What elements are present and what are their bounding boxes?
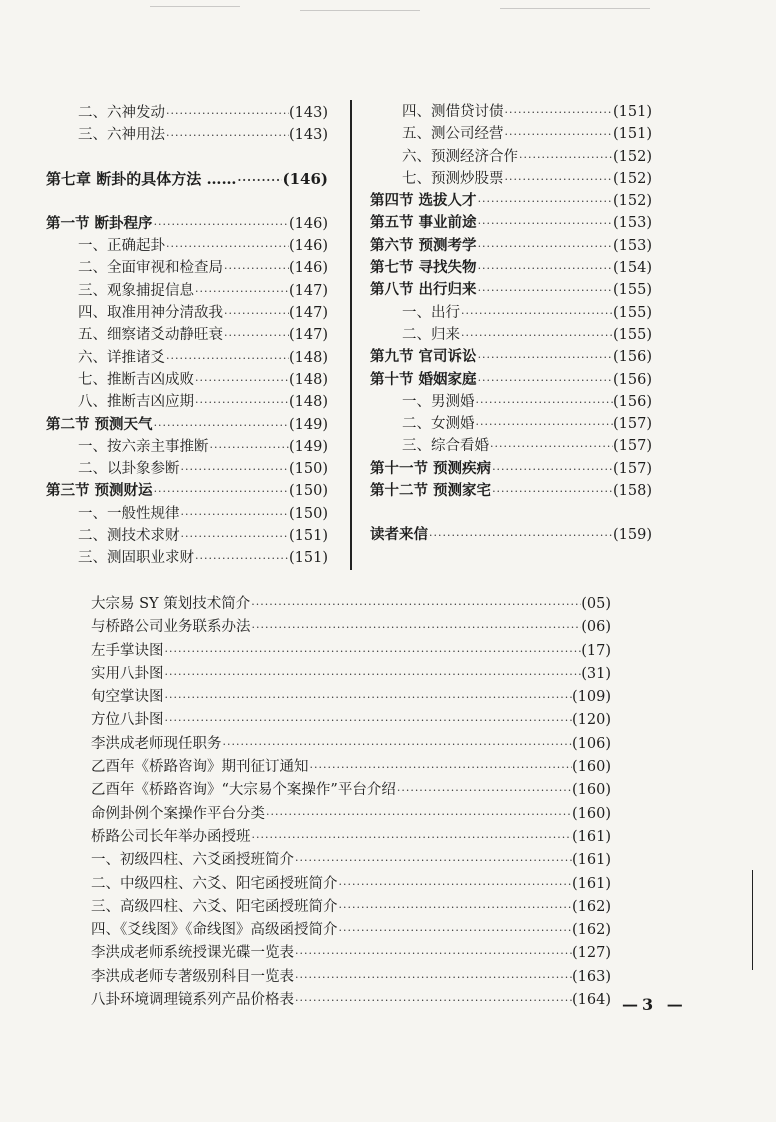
toc-section	[370, 211, 652, 233]
toc-chapter	[46, 168, 328, 190]
leader-dots	[265, 808, 572, 821]
toc-page-ref: (155)	[613, 326, 652, 343]
toc-item	[46, 546, 328, 568]
leader-dots	[428, 529, 613, 542]
toc-section	[370, 189, 652, 211]
toc-item	[46, 256, 328, 278]
leader-dots	[165, 107, 289, 120]
leader-dots	[460, 307, 613, 320]
toc-item	[46, 368, 328, 390]
toc-item	[46, 346, 328, 368]
toc-item	[91, 872, 611, 895]
toc-item	[46, 279, 328, 301]
toc-entry-title: 第一节 断卦程序	[46, 214, 153, 232]
toc-entry-title: 乙酉年《桥路咨询》期刊征订通知	[91, 759, 309, 776]
toc-entry-title: 李洪成老师系统授课光碟一览表	[91, 945, 294, 962]
leader-dots	[477, 217, 613, 230]
leader-dots	[504, 128, 614, 141]
toc-item	[91, 778, 611, 801]
toc-entry-title: 左手掌诀图	[91, 642, 164, 659]
appendix-list	[91, 592, 611, 1011]
leader-dots	[518, 151, 613, 164]
toc-entry-title: 第二节 预测天气	[46, 415, 153, 433]
toc-entry-title: 四、测借贷讨债	[402, 104, 504, 120]
toc-item	[46, 390, 328, 412]
margin-line	[752, 870, 753, 970]
toc-entry-title: 一、一般性规律	[78, 505, 180, 522]
toc-entry-title: 第十二节 预测家宅	[370, 482, 492, 500]
spacer	[46, 190, 328, 212]
toc-item	[91, 732, 611, 755]
toc-entry-title: 四、《爻线图》《命线图》高级函授简介	[91, 922, 338, 939]
leader-dots	[251, 621, 582, 634]
toc-entry-title: 一、按六亲主事推断	[78, 438, 209, 455]
toc-page-ref: (156)	[613, 349, 652, 366]
toc-item	[91, 662, 611, 685]
toc-entry-title: 六、预测经济合作	[402, 148, 518, 165]
leader-dots	[250, 598, 581, 611]
toc-page-ref: (152)	[613, 193, 652, 210]
toc-item	[46, 502, 328, 524]
leader-dots	[209, 441, 290, 454]
toc-entry-title: 五、细察诸爻动静旺衰	[78, 327, 223, 344]
toc-section	[46, 413, 328, 435]
leader-dots	[165, 240, 289, 253]
toc-section	[370, 256, 652, 278]
toc-item	[370, 301, 652, 323]
toc-entry-title: 一、正确起卦	[78, 238, 165, 255]
leader-dots	[251, 831, 573, 844]
toc-page-ref: (148)	[289, 371, 328, 388]
toc-page-ref: (161)	[572, 828, 611, 845]
toc-entry-title: 三、六神用法	[78, 127, 165, 144]
leader-dots	[164, 691, 573, 704]
spacer	[46, 146, 328, 168]
toc-page-ref: (157)	[613, 438, 652, 455]
toc-entry-title: 第六节 预测考学	[370, 236, 477, 254]
column-divider	[350, 100, 352, 570]
toc-page-ref: (106)	[572, 735, 611, 752]
leader-dots	[223, 262, 289, 275]
toc-page-ref: (151)	[289, 528, 328, 545]
toc-page-ref: (146)	[289, 215, 328, 232]
toc-entry-title: 七、预测炒股票	[402, 170, 504, 187]
leader-dots	[180, 508, 290, 521]
toc-entry-title: 第八节 出行归来	[370, 281, 477, 299]
leader-dots	[477, 240, 613, 253]
leader-dots	[491, 485, 613, 498]
leader-dots	[194, 552, 289, 565]
toc-page-ref: (06)	[581, 619, 611, 636]
toc-item	[370, 122, 652, 144]
toc-entry-title: 二、女测婚	[402, 416, 475, 433]
toc-section	[370, 479, 652, 501]
leader-dots	[294, 994, 572, 1007]
scan-artifact	[300, 10, 420, 11]
leader-dots	[164, 645, 582, 658]
toc-item	[91, 941, 611, 964]
toc-page-ref: (150)	[289, 461, 328, 478]
toc-page-ref: (154)	[613, 260, 652, 277]
toc-page-ref: (161)	[572, 852, 611, 869]
toc-entry-title: 五、测公司经营	[402, 126, 504, 143]
toc-item	[91, 708, 611, 731]
toc-entry-title: 三、观象捕捉信息	[78, 282, 194, 299]
toc-item	[91, 592, 611, 615]
leader-dots	[477, 351, 613, 364]
leader-dots	[223, 329, 289, 342]
leader-dots	[489, 440, 613, 453]
toc-entry-title: 李洪成老师现任职务	[91, 735, 222, 752]
leader-dots	[477, 195, 613, 208]
toc-entry-title: 一、初级四柱、六爻函授班简介	[91, 852, 294, 869]
toc-entry-title: 二、中级四柱、六爻、阳宅函授班简介	[91, 875, 338, 892]
toc-page-ref: (31)	[581, 665, 611, 682]
toc-page-ref: (160)	[572, 782, 611, 799]
leader-dots	[164, 668, 582, 681]
leader-dots	[165, 352, 289, 365]
toc-entry-title: 旬空掌诀图	[91, 689, 164, 706]
leader-dots	[504, 173, 614, 186]
toc-page-ref: (147)	[289, 327, 328, 344]
leader-dots	[236, 174, 282, 187]
leader-dots	[153, 485, 289, 498]
leader-dots	[294, 854, 572, 867]
leader-dots	[180, 463, 290, 476]
toc-entry-title: 实用八卦图	[91, 665, 164, 682]
toc-page-ref: (120)	[572, 712, 611, 729]
toc-page-ref: (153)	[613, 237, 652, 254]
spacer	[370, 501, 652, 523]
leader-dots	[460, 329, 613, 342]
toc-entry-title: 第三节 预测财运	[46, 482, 153, 500]
toc-page-ref: (147)	[289, 305, 328, 322]
toc-entry-title: 读者来信	[370, 526, 428, 544]
toc-left-column	[46, 101, 328, 569]
toc-page-ref: (155)	[613, 282, 652, 299]
toc-entry-title: 第十节 婚姻家庭	[370, 370, 477, 388]
toc-right-column	[370, 100, 652, 546]
toc-page-ref: (156)	[613, 371, 652, 388]
scan-artifact	[150, 6, 240, 7]
leader-dots	[475, 418, 614, 431]
toc-item	[91, 895, 611, 918]
toc-page-ref: (109)	[572, 689, 611, 706]
leader-dots	[477, 262, 613, 275]
toc-entry-title: 乙酉年《桥路咨询》“大宗易个案操作”平台介绍	[91, 782, 396, 799]
toc-page-ref: (17)	[581, 642, 611, 659]
toc-entry-title: 三、高级四柱、六爻、阳宅函授班简介	[91, 898, 338, 915]
toc-section	[46, 479, 328, 501]
toc-entry-title: 方位八卦图	[91, 712, 164, 729]
toc-page-ref: (150)	[289, 483, 328, 500]
page-number: —3 —	[622, 995, 687, 1014]
toc-item	[46, 435, 328, 457]
leader-dots	[194, 396, 289, 409]
toc-item	[370, 412, 652, 434]
toc-item	[91, 755, 611, 778]
toc-entry-title: 第九节 官司诉讼	[370, 348, 477, 366]
leader-dots	[491, 463, 613, 476]
toc-item	[91, 639, 611, 662]
toc-item	[46, 457, 328, 479]
toc-entry-title: 第七节 寻找失物	[370, 259, 477, 277]
toc-section	[370, 457, 652, 479]
toc-item	[91, 802, 611, 825]
toc-item	[91, 965, 611, 988]
toc-entry-title: 八、推断吉凶应期	[78, 394, 194, 411]
toc-item	[370, 145, 652, 167]
toc-item	[46, 323, 328, 345]
toc-item	[370, 167, 652, 189]
leader-dots	[338, 901, 573, 914]
toc-section	[370, 345, 652, 367]
toc-item	[46, 123, 328, 145]
toc-page-ref: (127)	[572, 945, 611, 962]
leader-dots	[164, 714, 573, 727]
toc-entry-title: 七、推断吉凶成败	[78, 371, 194, 388]
toc-page-ref: (160)	[572, 759, 611, 776]
toc-entry-title: 第十一节 预测疾病	[370, 459, 492, 477]
toc-page-ref: (162)	[572, 898, 611, 915]
toc-entry-title: 四、取准用神分清敌我	[78, 305, 223, 322]
toc-page-ref: (157)	[613, 460, 652, 477]
toc-page-ref: (149)	[289, 438, 328, 455]
toc-page-ref: (162)	[572, 922, 611, 939]
toc-page-ref: (05)	[581, 596, 611, 612]
toc-item	[46, 524, 328, 546]
toc-page-ref: (153)	[613, 215, 652, 232]
toc-section	[370, 278, 652, 300]
toc-item	[91, 825, 611, 848]
leader-dots	[194, 374, 289, 387]
toc-page-ref: (148)	[289, 394, 328, 411]
toc-item	[370, 323, 652, 345]
toc-section	[370, 523, 652, 545]
toc-entry-title: 命例卦例个案操作平台分类	[91, 805, 265, 822]
toc-page-ref: (150)	[289, 505, 328, 522]
toc-item	[46, 101, 328, 123]
leader-dots	[294, 971, 572, 984]
toc-entry-title: 二、全面审视和检查局	[78, 260, 223, 277]
leader-dots	[338, 878, 573, 891]
toc-entry-title: 李洪成老师专著级别科目一览表	[91, 968, 294, 985]
leader-dots	[153, 218, 289, 231]
toc-entry-title: 桥路公司长年举办函授班	[91, 828, 251, 845]
toc-entry-title: 第四节 选拔人才	[370, 192, 477, 210]
toc-page-ref: (152)	[613, 148, 652, 165]
toc-entry-title: 二、以卦象参断	[78, 461, 180, 478]
toc-page-ref: (152)	[613, 170, 652, 187]
toc-page-ref: (155)	[613, 304, 652, 321]
toc-item	[91, 685, 611, 708]
scan-artifact	[500, 8, 650, 9]
toc-page-ref: (151)	[289, 550, 328, 567]
toc-page-ref: (148)	[289, 349, 328, 366]
toc-item	[91, 848, 611, 871]
toc-entry-title: 与桥路公司业务联系办法	[91, 619, 251, 636]
toc-page-ref: (156)	[613, 393, 652, 410]
leader-dots	[194, 285, 289, 298]
toc-page-ref: (157)	[613, 416, 652, 433]
toc-section	[370, 368, 652, 390]
toc-item	[91, 988, 611, 1011]
leader-dots	[309, 761, 573, 774]
toc-item	[370, 100, 652, 122]
toc-entry-title: 八卦环境调理镜系列产品价格表	[91, 992, 294, 1009]
toc-item	[46, 301, 328, 323]
leader-dots	[475, 396, 614, 409]
toc-page-ref: (149)	[289, 416, 328, 433]
toc-page-ref: (163)	[572, 968, 611, 985]
toc-entry-title: 二、测技术求财	[78, 528, 180, 545]
leader-dots	[180, 530, 290, 543]
toc-page-ref: (143)	[289, 105, 328, 121]
toc-entry-title: 大宗易 SY 策划技术简介	[91, 596, 251, 612]
leader-dots	[396, 784, 572, 797]
leader-dots	[165, 129, 289, 142]
toc-page-ref: (143)	[289, 127, 328, 144]
toc-item	[370, 390, 652, 412]
toc-page-ref: (160)	[572, 805, 611, 822]
leader-dots	[504, 106, 614, 119]
leader-dots	[222, 738, 573, 751]
toc-entry-title: 一、出行	[402, 304, 460, 321]
toc-page-ref: (151)	[613, 126, 652, 143]
toc-entry-title: 三、测固职业求财	[78, 550, 194, 567]
toc-entry-title: 二、归来	[402, 326, 460, 343]
toc-page-ref: (159)	[613, 527, 652, 544]
toc-item	[91, 918, 611, 941]
toc-entry-title: 六、详推诸爻	[78, 349, 165, 366]
toc-page-ref: (161)	[572, 875, 611, 892]
toc-entry-title: 第五节 事业前途	[370, 214, 477, 232]
leader-dots	[477, 374, 613, 387]
toc-entry-title: 三、综合看婚	[402, 438, 489, 455]
toc-entry-title: 二、六神发动	[78, 105, 165, 121]
toc-page-ref: (147)	[289, 282, 328, 299]
toc-page-ref: (158)	[613, 483, 652, 500]
toc-page-ref: (146)	[282, 169, 328, 188]
toc-page-ref: (151)	[613, 104, 652, 120]
toc-item	[46, 234, 328, 256]
toc-section	[46, 212, 328, 234]
toc-item	[370, 434, 652, 456]
leader-dots	[338, 924, 573, 937]
leader-dots	[477, 284, 613, 297]
toc-page-ref: (146)	[289, 260, 328, 277]
toc-section	[370, 234, 652, 256]
leader-dots	[223, 307, 289, 320]
toc-entry-title: 第七章 断卦的具体方法 ……	[46, 169, 237, 188]
toc-page-ref: (164)	[572, 992, 611, 1009]
leader-dots	[153, 419, 289, 432]
toc-item	[91, 615, 611, 638]
toc-entry-title: 一、男测婚	[402, 393, 475, 410]
leader-dots	[294, 947, 572, 960]
toc-page-ref: (146)	[289, 238, 328, 255]
